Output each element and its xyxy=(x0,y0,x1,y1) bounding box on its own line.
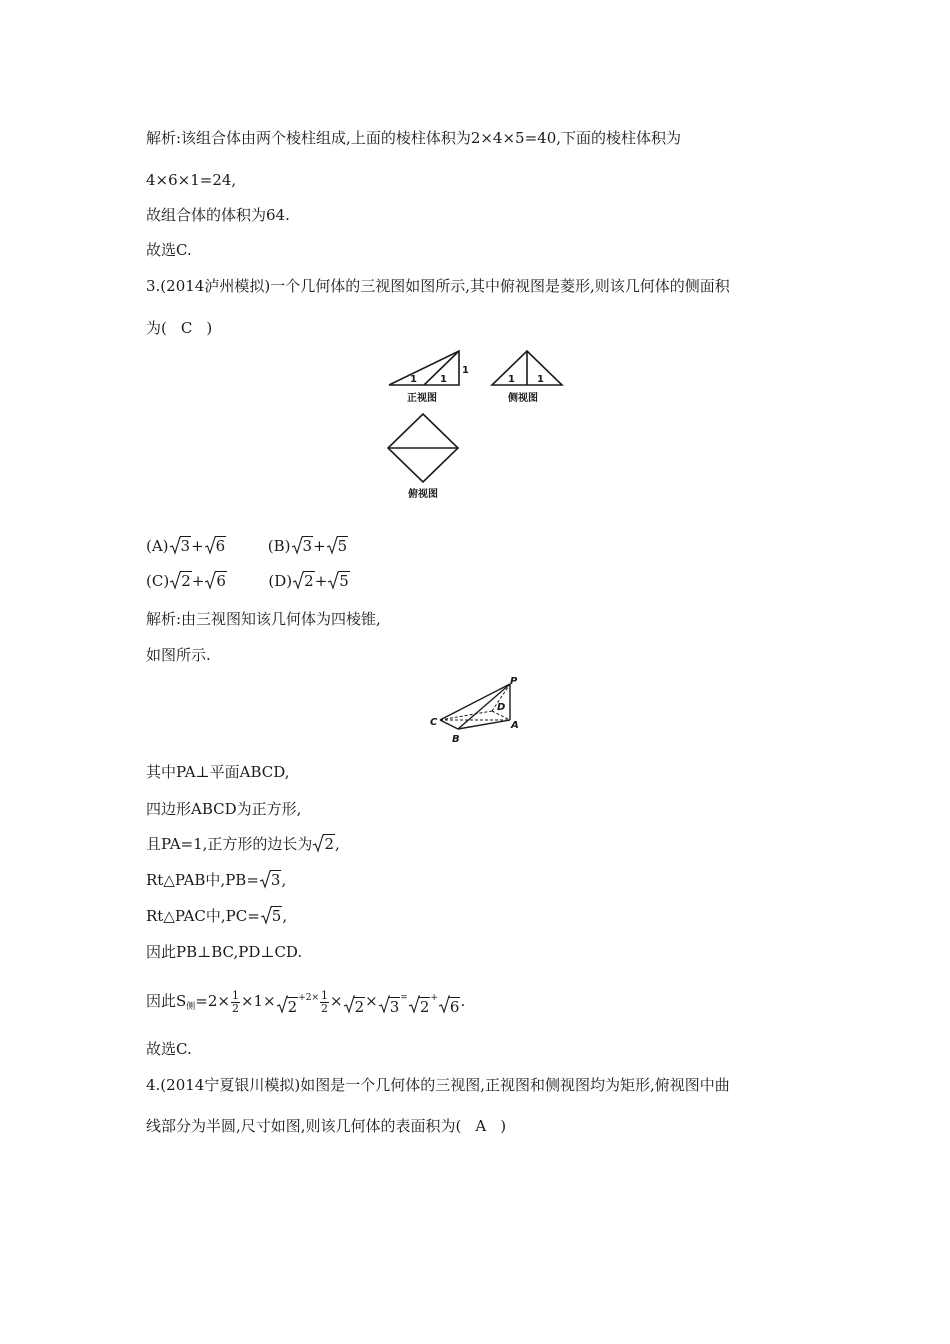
option-a-label: (A) xyxy=(146,537,169,555)
text-line: 故选C. xyxy=(146,1040,192,1058)
radical: 2 xyxy=(313,834,335,854)
radical: 2 xyxy=(277,995,299,1019)
option-b-label: (B) xyxy=(267,537,291,555)
question-3-answer-line xyxy=(146,318,212,338)
vertex-label-p: P xyxy=(510,676,518,687)
radical: 5 xyxy=(327,536,349,556)
text-line: 4×6×1=24, xyxy=(146,171,237,189)
three-view-figure xyxy=(380,345,580,510)
dim-label: 1 xyxy=(462,365,469,376)
question-3-stem: 3.(2014泸州模拟)一个几何体的三视图如图所示,其中俯视图是菱形,则该几何体的侧面积 xyxy=(146,277,730,295)
radical: 2 xyxy=(409,995,431,1019)
radical: 3 xyxy=(260,870,282,890)
text-line: 故选C. xyxy=(146,241,192,259)
text-line: 因此PB⊥BC,PD⊥CD. xyxy=(146,943,303,961)
radical: 2 xyxy=(293,571,315,591)
vertex-label-a: A xyxy=(511,720,519,731)
top-view-label: 俯视图 xyxy=(408,489,438,500)
text-line: Rt△PAC中,PC= 5, xyxy=(146,907,288,925)
radical: 2 xyxy=(344,995,366,1019)
front-view-label: 正视图 xyxy=(407,393,437,404)
text: ) xyxy=(206,319,213,337)
radical: 6 xyxy=(205,536,227,556)
answer-choice: A xyxy=(475,1117,487,1135)
dim-label: 1 xyxy=(508,374,515,385)
pyramid-figure xyxy=(428,674,528,746)
text-line: 其中PA⊥平面ABCD, xyxy=(146,763,290,781)
text-line: 解析:由三视图知该几何体为四棱锥, xyxy=(146,610,381,628)
lateral-area-formula: 因此$S_侧=2\times$ $\frac{1}{2}$ ×1× $2^{+2\times}$ $\frac{1}{2}$ × 2× 3= 2+ 6. xyxy=(146,986,465,1019)
question-4-stem: 4.(2014宁夏银川模拟)如图是一个几何体的三视图,正视图和侧视图均为矩形,俯视图中曲 xyxy=(146,1076,730,1094)
vertex-label-b: B xyxy=(452,734,460,745)
text-line: 如图所示. xyxy=(146,646,211,664)
radical: 5 xyxy=(261,906,283,926)
fraction: $\frac{1}{2}$ xyxy=(231,988,239,1015)
text-line: 故组合体的体积为64. xyxy=(146,206,290,224)
question-4-answer-line: 线部分为半圆,尺寸如图,则该几何体的表面积为( A ) xyxy=(146,1117,507,1135)
fraction: $\frac{1}{2}$ xyxy=(321,988,329,1015)
dim-label: 1 xyxy=(440,374,447,385)
text-line: 四边形ABCD为正方形, xyxy=(146,800,302,818)
answer-choice: C xyxy=(180,319,193,337)
radical: 3 xyxy=(170,536,192,556)
text-line: 且PA=1,正方形的边长为 2, xyxy=(146,835,340,853)
option-d-label: (D) xyxy=(268,572,293,590)
radical: 2 xyxy=(170,571,192,591)
vertex-label-d: D xyxy=(497,702,506,713)
option-c-label: (C) xyxy=(146,572,170,590)
text-line: Rt△PAB中,PB= 3, xyxy=(146,871,287,889)
radical: 6 xyxy=(439,995,461,1019)
text: 为( xyxy=(146,319,167,337)
options-row: (C) 2+ 6 (D) 2+ 5 xyxy=(146,572,349,590)
vertex-label-c: C xyxy=(430,717,438,728)
dim-label: 1 xyxy=(410,374,417,385)
radical: 5 xyxy=(328,571,350,591)
dim-label: 1 xyxy=(537,374,544,385)
options-row: (A) 3+ 6 (B) 3+ 5 xyxy=(146,537,348,555)
side-view-label: 侧视图 xyxy=(508,393,538,404)
radical: 3 xyxy=(379,995,401,1019)
radical: 6 xyxy=(205,571,227,591)
text-line: 解析:该组合体由两个棱柱组成,上面的棱柱体积为2×4×5=40,下面的棱柱体积为 xyxy=(146,129,682,147)
radical: 3 xyxy=(292,536,314,556)
front-view-shape xyxy=(389,351,459,385)
